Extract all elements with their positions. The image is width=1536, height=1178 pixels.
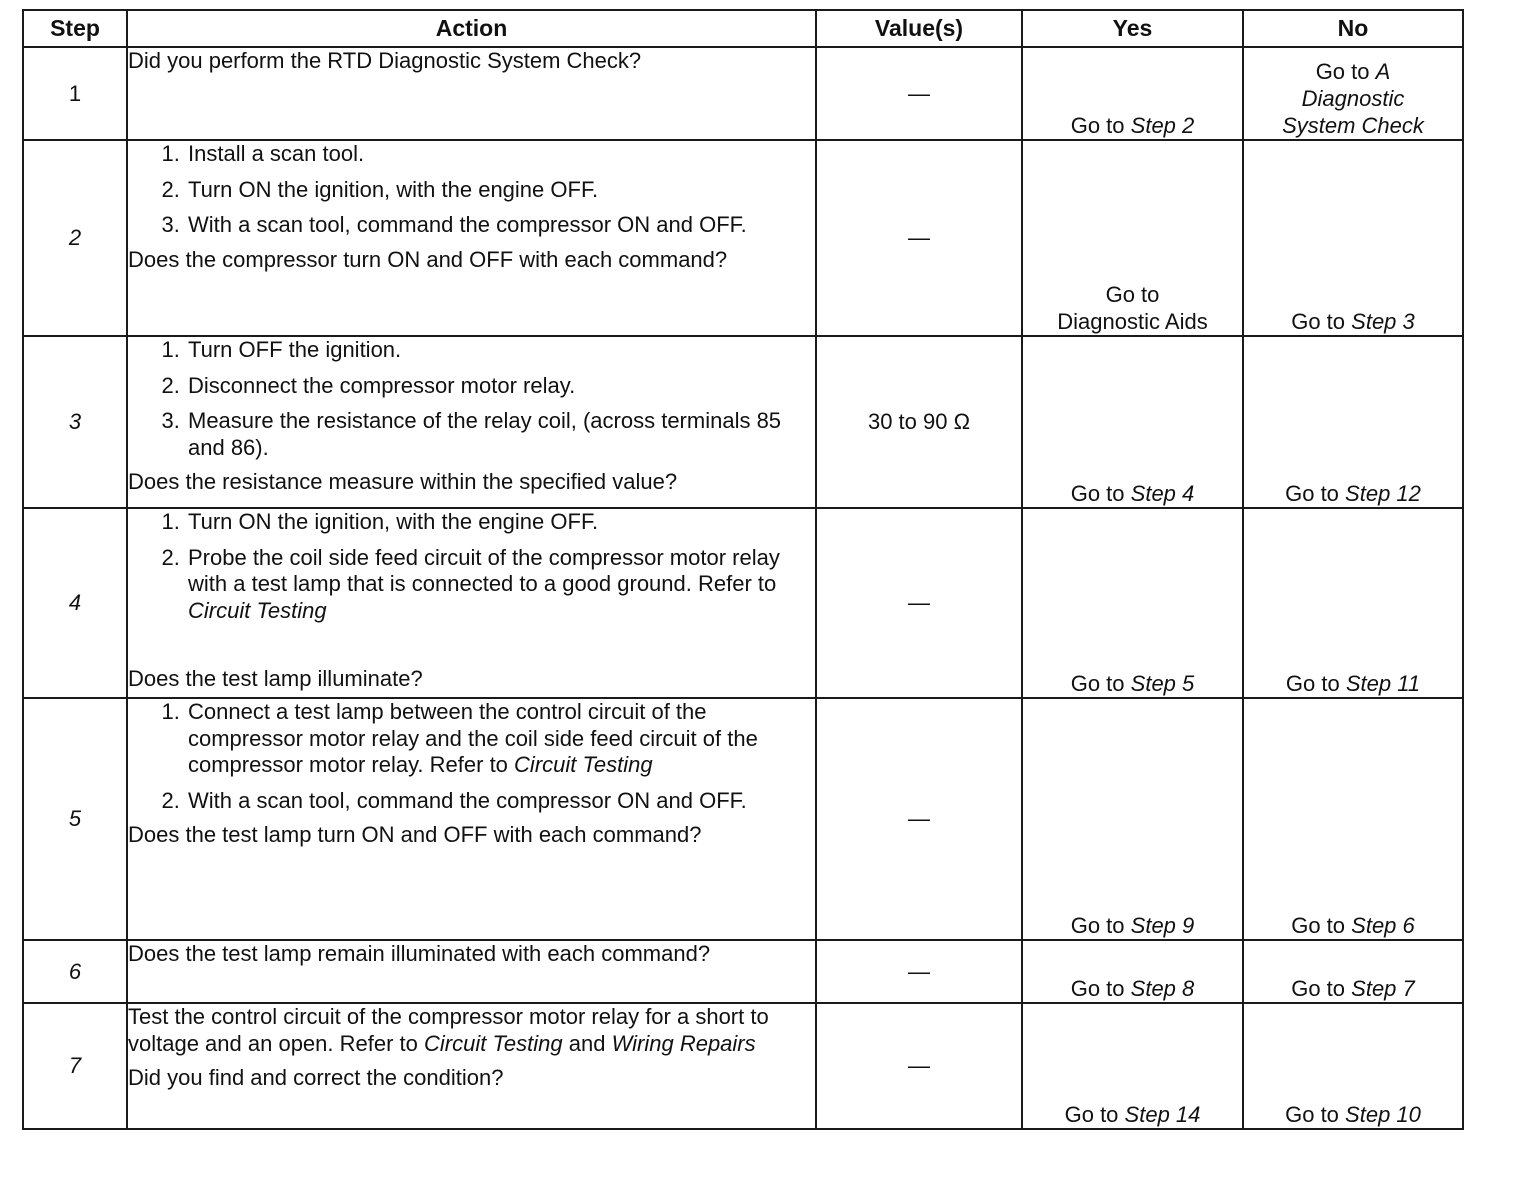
goto-prefix: Go to [1064,1102,1119,1127]
yes-cell [1022,698,1243,940]
value-cell: — [816,1003,1022,1129]
action-step [186,699,815,779]
reference-link: Wiring Repairs [611,1030,756,1056]
goto-prefix: Go to [1105,282,1160,307]
value-cell: — [816,140,1022,336]
goto-prefix: Go to [1285,481,1339,506]
action-steps [128,699,815,814]
goto-prefix: Go to [1070,976,1125,1001]
value-cell: — [816,47,1022,140]
no-cell [1243,1003,1463,1129]
action-step: 1. Turn OFF the ignition. [186,337,815,364]
goto-target: System Check [1282,113,1424,138]
value-cell: — [816,940,1022,1003]
step-number: 6 [23,940,127,1003]
action-text: and [568,1030,606,1056]
table-row [23,1003,1463,1129]
goto-target: Diagnostic [1301,86,1405,111]
goto-prefix: Go to [1070,113,1125,138]
action-step: 2. With a scan tool, command the compressor ON and OFF. [186,788,815,815]
step-number: 7 [23,1003,127,1129]
action-cell [127,336,816,508]
action-steps [128,509,815,624]
action-step-text: Probe the coil side feed circuit of the compressor motor relay with a test lamp that is connected to a good ground. Refer to [188,544,780,596]
action-cell [127,140,816,336]
goto-target: A [1375,59,1391,84]
yes-cell [1022,47,1243,140]
goto-target: Diagnostic Aids [1057,309,1208,334]
header-step: Step [23,10,127,47]
header-row [23,10,1463,47]
header-values: Value(s) [816,10,1022,47]
action-step: 3. Measure the resistance of the relay coil, (across terminals 85 and 86). [186,408,815,461]
table-row [23,336,1463,508]
action-step: 3. With a scan tool, command the compressor ON and OFF. [186,212,815,239]
diagnostic-table [22,9,1464,1130]
table-row [23,508,1463,698]
goto-target: Step 11 [1345,671,1421,696]
goto-target: Step 6 [1351,913,1415,938]
goto-prefix: Go to [1315,59,1370,84]
goto-prefix: Go to [1291,976,1346,1001]
table-row [23,140,1463,336]
goto-prefix: Go to [1291,913,1346,938]
goto-prefix: Go to [1285,671,1340,696]
goto-target: Step 8 [1130,976,1195,1001]
no-cell [1243,336,1463,508]
action-question: Does the compressor turn ON and OFF with each command? [128,246,728,272]
action-cell [127,47,816,140]
yes-cell [1022,1003,1243,1129]
yes-cell [1022,336,1243,508]
action-step: 1. Turn ON the ignition, with the engine OFF. [186,509,815,536]
action-step: 2. Turn ON the ignition, with the engine OFF. [186,177,815,204]
action-question: Does the test lamp illuminate? [128,666,423,691]
goto-target: Step 14 [1124,1102,1201,1127]
goto-target: Step 5 [1130,671,1195,696]
goto-prefix: Go to [1291,309,1346,334]
action-cell [127,698,816,940]
reference-link: Circuit Testing [188,597,327,623]
header-action: Action [127,10,816,47]
value-cell: 30 to 90 Ω [816,336,1022,508]
no-cell [1243,698,1463,940]
reference-link: Circuit Testing [514,752,653,777]
goto-target: Step 2 [1130,113,1195,138]
action-cell [127,940,816,1003]
step-number: 3 [23,336,127,508]
yes-cell [1022,140,1243,336]
goto-target: Step 3 [1351,309,1415,334]
action-question: Did you perform the RTD Diagnostic System Check? [128,48,642,73]
action-text: Test the control circuit of the compressor motor relay for a short to voltage and an open. Refer to [128,1004,769,1056]
yes-cell [1022,940,1243,1003]
action-question: Does the test lamp turn ON and OFF with each command? [128,822,702,847]
step-number: 4 [23,508,127,698]
no-cell [1243,940,1463,1003]
action-steps [128,337,815,461]
goto-prefix: Go to [1070,671,1125,696]
header-no: No [1243,10,1463,47]
goto-target: Step 4 [1130,481,1195,506]
no-cell [1243,140,1463,336]
yes-cell [1022,508,1243,698]
goto-prefix: Go to [1070,481,1125,506]
goto-prefix: Go to [1285,1102,1339,1127]
action-step [186,545,815,625]
goto-target: Step 9 [1130,913,1195,938]
step-number: 5 [23,698,127,940]
step-number: 2 [23,140,127,336]
table-row [23,698,1463,940]
goto-target: Step 7 [1351,976,1415,1001]
header-yes: Yes [1022,10,1243,47]
action-cell [127,508,816,698]
goto-prefix: Go to [1070,913,1125,938]
table-row [23,47,1463,140]
value-cell: — [816,508,1022,698]
action-step: 1. Install a scan tool. [186,141,815,168]
no-cell [1243,47,1463,140]
action-question: Does the test lamp remain illuminated with each command? [128,941,711,966]
table-row [23,940,1463,1003]
value-cell: — [816,698,1022,940]
action-question: Does the resistance measure within the specified value? [128,469,678,494]
goto-target: Step 10 [1345,1102,1421,1127]
action-paragraph [128,1004,815,1057]
no-cell [1243,508,1463,698]
goto-target: Step 12 [1345,481,1421,506]
action-steps [128,141,815,239]
action-question: Did you find and correct the condition? [128,1065,504,1090]
action-step-text: Connect a test lamp between the control circuit of the compressor motor relay and the coil side feed circuit of the compressor motor relay. Refer to [188,699,758,777]
action-cell [127,1003,816,1129]
step-number: 1 [23,47,127,140]
action-step: 2. Disconnect the compressor motor relay. [186,373,815,400]
reference-link: Circuit Testing [424,1030,563,1056]
